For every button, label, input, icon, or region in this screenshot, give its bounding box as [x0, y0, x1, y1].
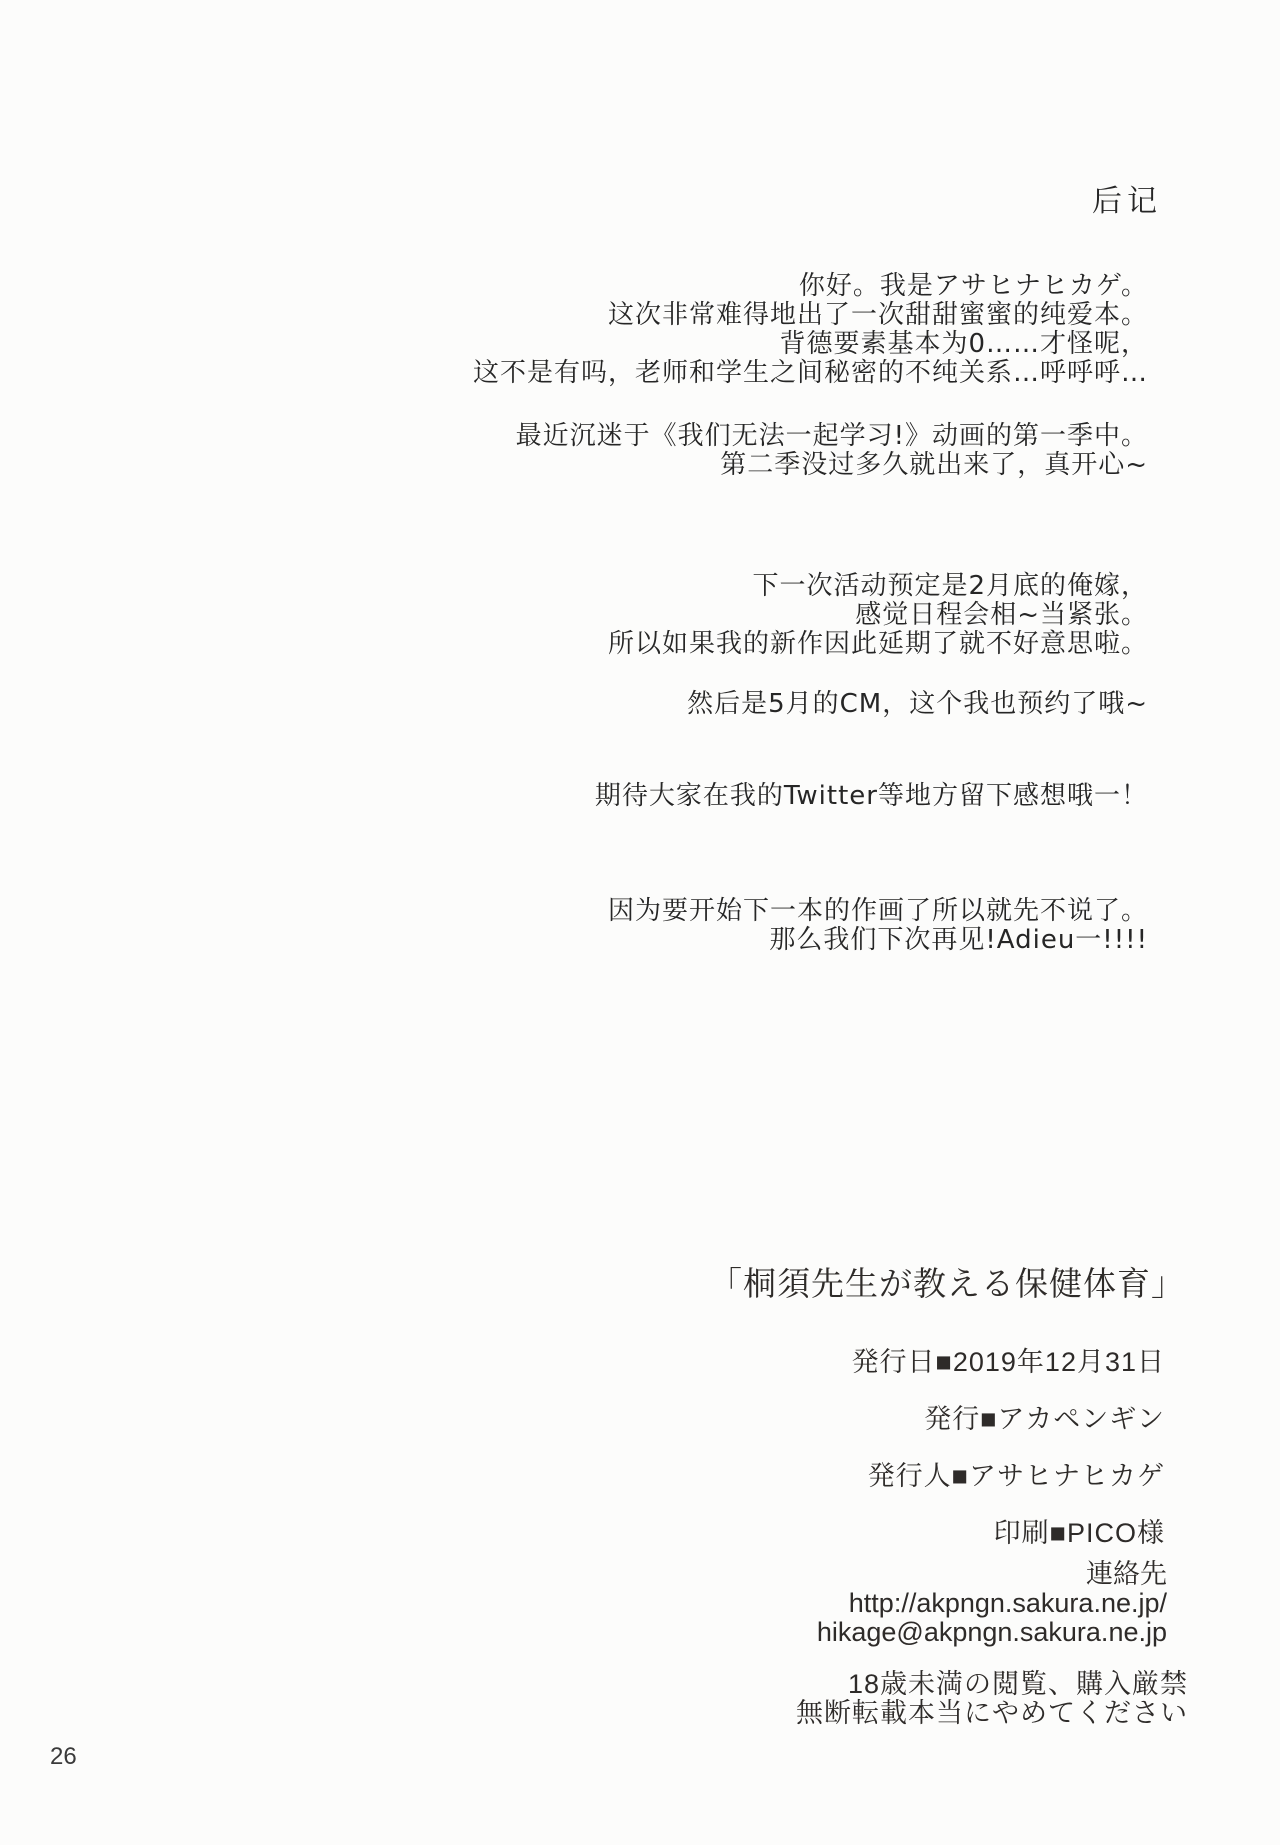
afterword-heading: 后记 — [1092, 184, 1162, 219]
email-address: hikage@akpngn.sakura.ne.jp — [816, 1617, 1167, 1647]
age-warning-line: 18歳未満の閲覧、購入厳禁 — [847, 1669, 1188, 1699]
afterword-paragraph-3 — [608, 572, 1148, 659]
afterword-paragraph-2 — [516, 422, 1148, 480]
printer-entry: 印刷■PICO様 — [993, 1518, 1165, 1548]
afterword-line: 因为要开始下一本的作画了所以就先不说了。 — [607, 896, 1148, 926]
website-url: http://akpngn.sakura.ne.jp/ — [848, 1588, 1167, 1618]
book-title: 「桐須先生が教える保健体育」 — [709, 1265, 1185, 1302]
afterword-line: 最近沉迷于《我们无法一起学习!》动画的第一季中。 — [515, 421, 1148, 451]
afterword-paragraph-6 — [608, 897, 1148, 955]
publish-date-entry: 発行日■2019年12月31日 — [851, 1347, 1165, 1377]
afterword-line: 第二季没过多久就出来了，真开心~ — [720, 450, 1148, 480]
afterword-paragraph-1 — [473, 272, 1148, 388]
warnings-block — [796, 1670, 1188, 1728]
afterword-line: 所以如果我的新作因此延期了就不好意思啦。 — [607, 629, 1148, 659]
afterword-line: 这次非常难得地出了一次甜甜蜜蜜的纯爱本。 — [607, 300, 1148, 330]
afterword-line: 那么我们下次再见!Adieu一!!!! — [769, 925, 1148, 955]
contact-label: 連絡先 — [1086, 1559, 1167, 1589]
afterword-line: 感觉日程会相~当紧张。 — [855, 600, 1148, 630]
afterword-line: 然后是5月的CM，这个我也预约了哦~ — [687, 689, 1148, 719]
colophon-entries — [852, 1334, 1165, 1562]
afterword-line: 期待大家在我的Twitter等地方留下感想哦一！ — [594, 781, 1148, 811]
reprint-warning-line: 無断転載本当にやめてください — [796, 1698, 1188, 1728]
afterword-line: 你好。我是アサヒナヒカゲ。 — [798, 271, 1148, 301]
contact-block — [817, 1560, 1167, 1647]
afterword-line: 下一次活动预定是2月底的俺嫁， — [752, 571, 1148, 601]
afterword-line: 这不是有吗，老师和学生之间秘密的不纯关系…呼呼呼… — [472, 358, 1148, 388]
author-entry: 発行人■アサヒナヒカゲ — [867, 1461, 1165, 1491]
page-number: 26 — [50, 1743, 77, 1770]
afterword-paragraph-4 — [687, 690, 1148, 719]
afterword-paragraph-5 — [595, 782, 1148, 811]
afterword-line: 背德要素基本为0……才怪呢， — [779, 329, 1148, 359]
publisher-entry: 発行■アカペンギン — [924, 1404, 1165, 1434]
